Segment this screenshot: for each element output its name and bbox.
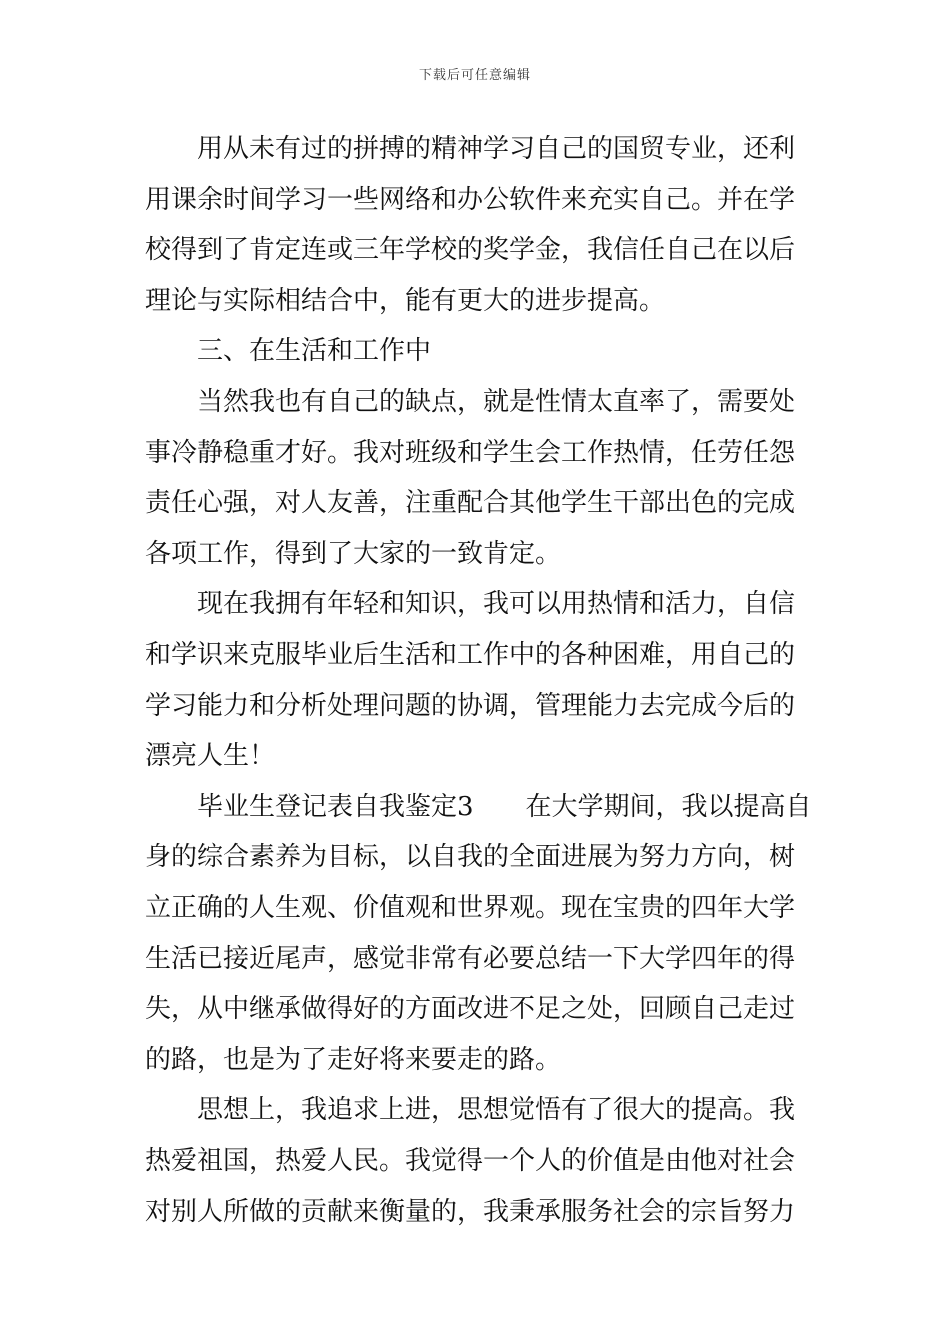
text-line: 当然我也有自己的缺点，就是性情太直率了，需要处 [197,387,796,417]
page-header: 下载后可任意编辑 [418,68,531,83]
text-line: 用课余时间学习一些网络和办公软件来充实自己。并在学 [145,184,796,215]
text-line: 现在我拥有年轻和知识，我可以用热情和活力，自信 [197,589,796,620]
text-line: 校得到了肯定连或三年学校的奖学金，我信任自己在以后 [145,235,796,266]
text-line: 漂亮人生！ [145,741,276,772]
text-line: 的路，也是为了走好将来要走的路。 [145,1044,562,1075]
text-line: 各项工作，得到了大家的一致肯定。 [145,538,562,569]
text-line: 失，从中继承做得好的方面改进不足之处，回顾自己走过 [145,994,796,1025]
text-line: 事冷静稳重才好。我对班级和学生会工作热情，任劳任怨 [145,437,796,468]
text-line: 毕业生登记表自我鉴定3 在大学期间，我以提高自 [197,791,812,822]
text-line: 对别人所做的贡献来衡量的，我秉承服务社会的宗旨努力 [145,1196,796,1227]
text-line: 理论与实际相结合中，能有更大的进步提高。 [145,285,666,316]
text-line: 身的综合素养为目标，以自我的全面进展为努力方向，树 [145,842,796,873]
text-line: 三、在生活和工作中 [197,336,432,367]
text-line: 学习能力和分析处理问题的协调，管理能力去完成今后的 [145,690,796,721]
text-line: 思想上，我追求上进，思想觉悟有了很大的提高。我 [197,1095,796,1126]
text-line: 热爱祖国，热爱人民。我觉得一个人的价值是由他对社会 [145,1146,796,1176]
text-line: 立正确的人生观、价值观和世界观。现在宝贵的四年大学 [145,893,796,923]
text-line: 用从未有过的拼搏的精神学习自己的国贸专业，还利 [197,134,796,164]
text-line: 责任心强，对人友善，注重配合其他学生干部出色的完成 [145,488,796,519]
text-line: 生活已接近尾声，感觉非常有必要总结一下大学四年的得 [145,943,796,974]
text-line: 和学识来克服毕业后生活和工作中的各种困难，用自己的 [145,640,796,670]
